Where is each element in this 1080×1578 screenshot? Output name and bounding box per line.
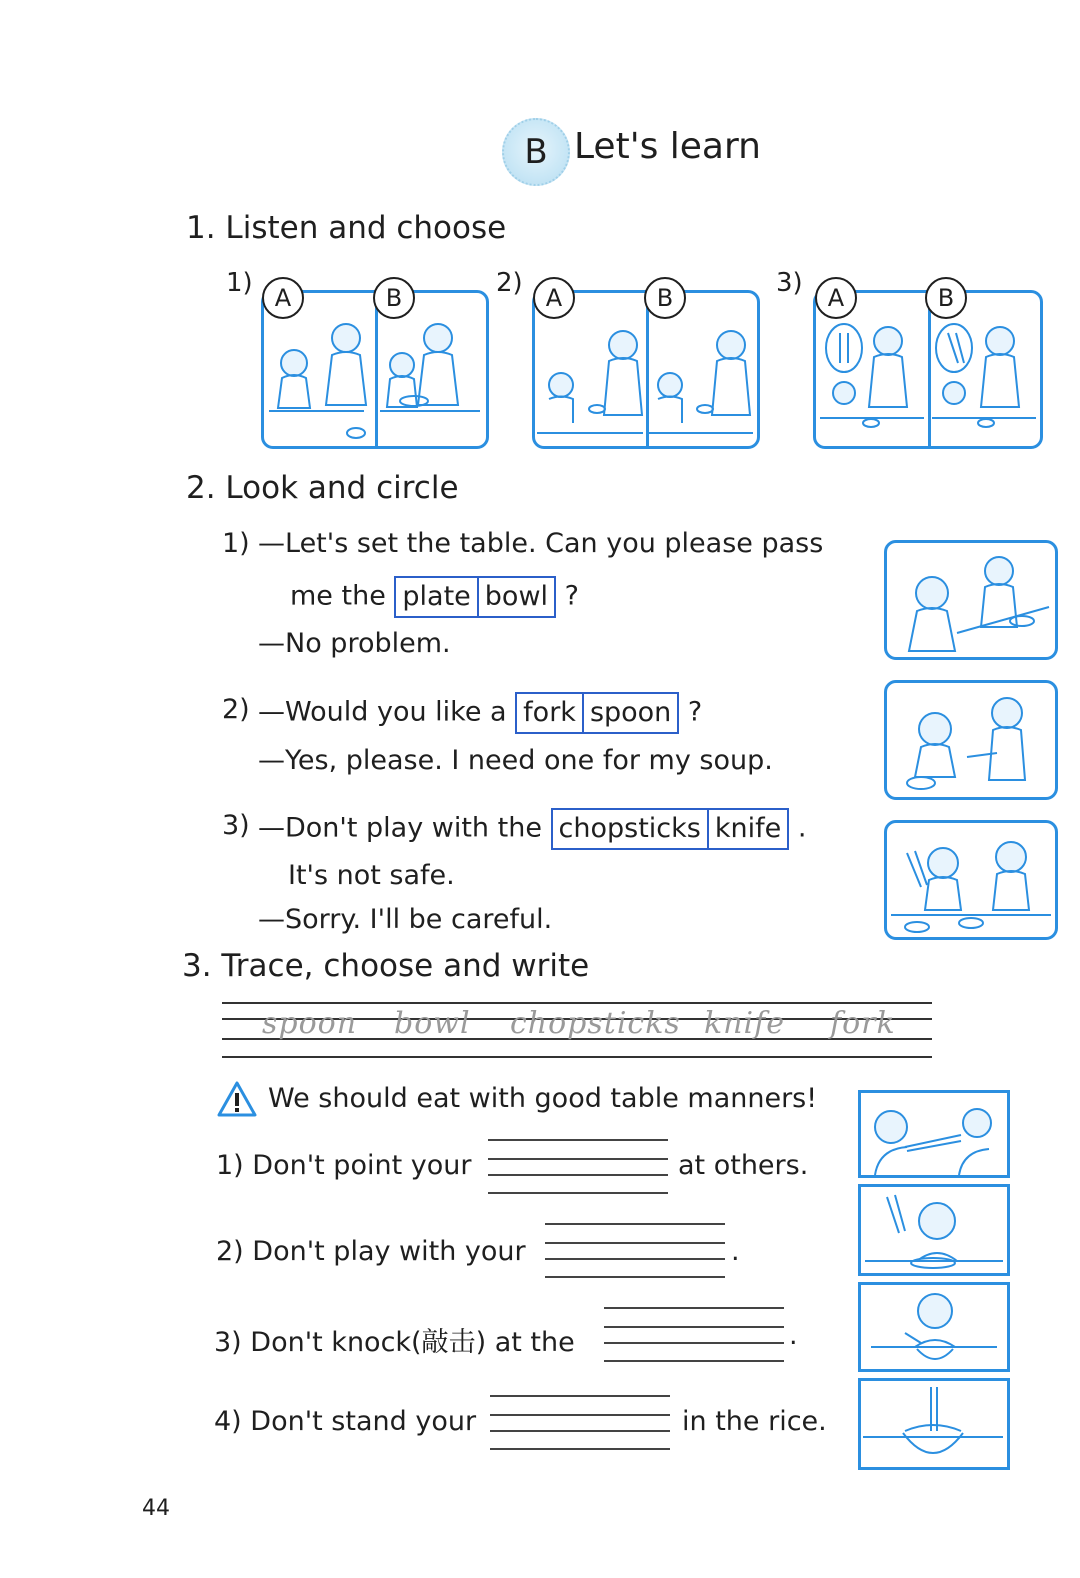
s3-item-4-answer-lines[interactable] bbox=[490, 1395, 670, 1449]
s2-q3-reply: —Sorry. I'll be careful. bbox=[258, 904, 553, 935]
s1-item-3-option-b[interactable]: B bbox=[925, 277, 967, 319]
warning-icon bbox=[216, 1080, 258, 1118]
s1-item-2-number: 2) bbox=[496, 268, 523, 298]
s2-q3-prefix: —Don't play with the bbox=[258, 812, 542, 844]
s2-q3-line2: It's not safe. bbox=[288, 860, 455, 891]
s2-q1-suffix: ? bbox=[564, 580, 579, 612]
s3-item-2-text: 2) Don't play with your bbox=[216, 1236, 526, 1267]
s3-item-1-suffix: at others. bbox=[678, 1150, 809, 1181]
section-2-title: 2. Look and circle bbox=[186, 470, 459, 506]
s3-item-2-answer-lines[interactable] bbox=[545, 1223, 725, 1277]
s2-q1-prefix: me the bbox=[290, 580, 386, 612]
lesson-title: Let's learn bbox=[574, 126, 761, 167]
s2-q3-choice-box bbox=[551, 808, 790, 850]
s1-item-2-option-a[interactable]: A bbox=[533, 277, 575, 319]
knocking-bowl-illustration bbox=[861, 1285, 1007, 1369]
pass-plate-illustration bbox=[887, 543, 1055, 657]
trace-word-chopsticks[interactable]: chopsticks bbox=[510, 1006, 681, 1041]
s3-item-3-picture bbox=[858, 1282, 1010, 1372]
s3-item-2-picture bbox=[858, 1184, 1010, 1276]
s3-item-2-suffix: . bbox=[731, 1236, 740, 1267]
bowl-passing-illustration bbox=[535, 293, 757, 446]
s2-q1-choice-plate[interactable]: plate bbox=[402, 581, 471, 612]
s1-item-3-option-a[interactable]: A bbox=[815, 277, 857, 319]
s2-q1-choice-bowl[interactable]: bowl bbox=[477, 578, 554, 616]
utensil-thought-illustration bbox=[816, 293, 1040, 446]
s1-item-2-option-b[interactable]: B bbox=[644, 277, 686, 319]
s2-q1-reply: —No problem. bbox=[258, 628, 451, 659]
s1-item-1-option-b[interactable]: B bbox=[373, 277, 415, 319]
s2-q1-number: 1) bbox=[222, 528, 250, 559]
s2-q2-suffix: ? bbox=[687, 696, 703, 728]
s2-q1-line2 bbox=[290, 576, 579, 618]
s1-item-3-number: 3) bbox=[776, 268, 803, 298]
page-number: 44 bbox=[142, 1496, 170, 1521]
s2-q2-choice-box bbox=[515, 692, 679, 734]
s2-q2-reply: —Yes, please. I need one for my soup. bbox=[258, 745, 773, 776]
chopsticks-in-rice-illustration bbox=[861, 1381, 1007, 1467]
section-1-title: 1. Listen and choose bbox=[186, 210, 507, 246]
s2-q2-line1 bbox=[258, 692, 702, 734]
s3-item-1-picture bbox=[858, 1090, 1010, 1178]
lesson-badge bbox=[502, 118, 570, 186]
s2-q2-prefix: —Would you like a bbox=[258, 696, 507, 728]
s3-item-3-text: 3) Don't knock(敲击) at the bbox=[214, 1327, 575, 1358]
s3-item-4-text: 4) Don't stand your bbox=[214, 1406, 477, 1437]
s2-q3-suffix: . bbox=[797, 812, 807, 844]
s3-item-3-suffix: . bbox=[789, 1320, 798, 1351]
trace-word-bowl[interactable]: bowl bbox=[394, 1006, 471, 1041]
s2-q2-picture bbox=[884, 680, 1058, 800]
s2-q3-line1 bbox=[258, 808, 806, 850]
table-manners-warning: We should eat with good table manners! bbox=[268, 1083, 818, 1114]
trace-word-fork[interactable]: fork bbox=[830, 1006, 896, 1041]
s3-item-1-answer-lines[interactable] bbox=[488, 1139, 668, 1193]
pointing-chopsticks-illustration bbox=[861, 1093, 1007, 1175]
s2-q1-picture bbox=[884, 540, 1058, 660]
s2-q3-picture bbox=[884, 820, 1058, 940]
trace-word-knife[interactable]: knife bbox=[704, 1006, 785, 1041]
playing-utensils-illustration bbox=[861, 1187, 1007, 1273]
s3-item-4-picture bbox=[858, 1378, 1010, 1470]
s2-q2-choice-fork[interactable]: fork bbox=[523, 697, 576, 728]
section-3-title: 3. Trace, choose and write bbox=[182, 948, 590, 984]
trace-word-spoon[interactable]: spoon bbox=[262, 1006, 358, 1041]
trace-word-lines bbox=[222, 1002, 932, 1058]
s2-q2-number: 2) bbox=[222, 694, 250, 725]
play-chopsticks-illustration bbox=[887, 823, 1055, 937]
s1-item-1-option-a[interactable]: A bbox=[262, 277, 304, 319]
s2-q1-choice-box bbox=[394, 576, 556, 618]
s2-q3-choice-chopsticks[interactable]: chopsticks bbox=[558, 813, 701, 844]
badge-letter: B bbox=[524, 132, 548, 172]
s2-q1-line1: —Let's set the table. Can you please pass bbox=[258, 528, 824, 559]
s2-q3-number: 3) bbox=[222, 810, 250, 841]
s1-item-1-number: 1) bbox=[226, 268, 253, 298]
s2-q2-choice-spoon[interactable]: spoon bbox=[582, 694, 677, 732]
s2-q3-choice-knife[interactable]: knife bbox=[707, 810, 787, 848]
s3-item-3-answer-lines[interactable] bbox=[604, 1307, 784, 1361]
offer-spoon-illustration bbox=[887, 683, 1055, 797]
dinner-table-illustration bbox=[264, 293, 486, 446]
s3-item-4-suffix: in the rice. bbox=[682, 1406, 827, 1437]
s3-item-1-text: 1) Don't point your bbox=[216, 1150, 472, 1181]
